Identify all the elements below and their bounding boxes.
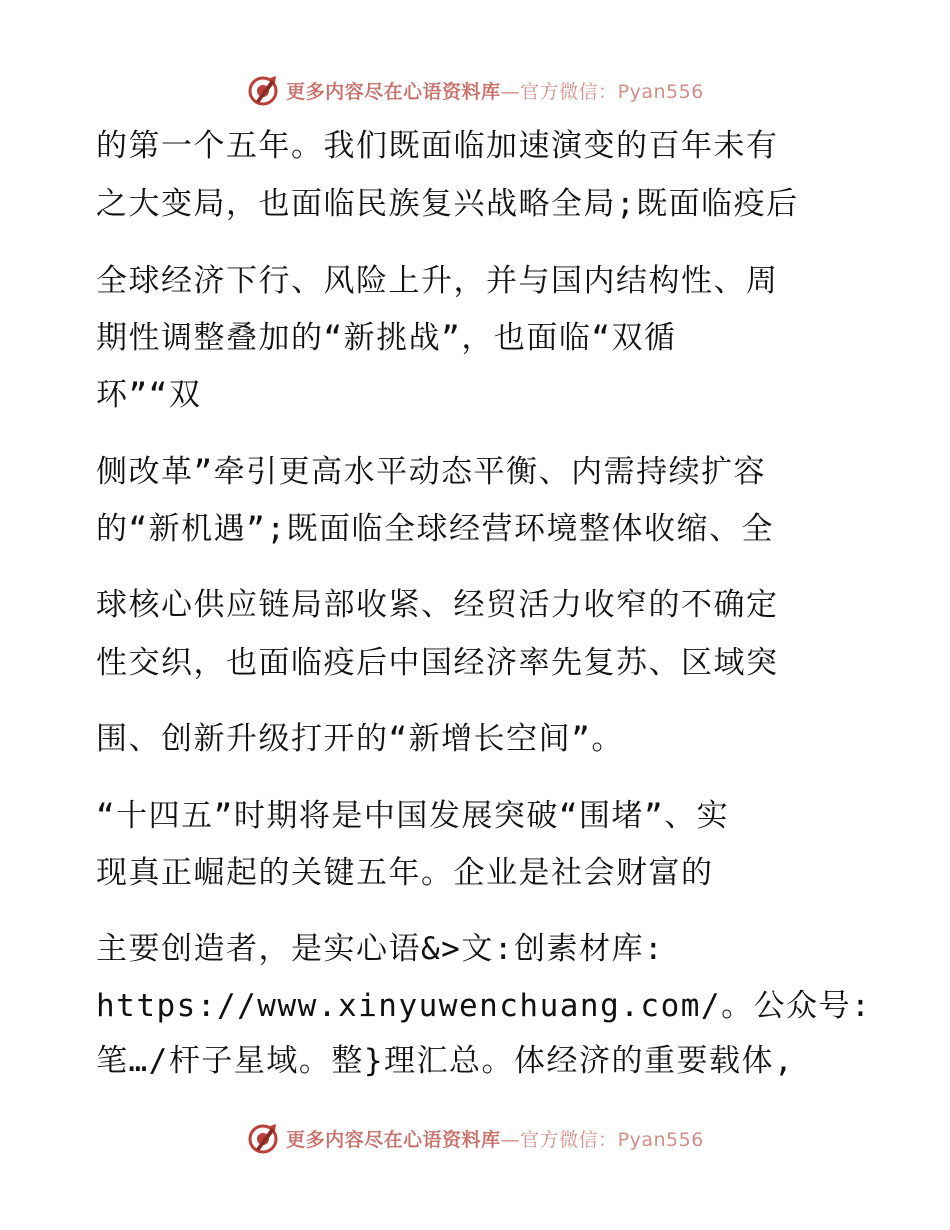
text-line: “十四五”时期将是中国发展突破“围堵”、实 — [96, 798, 730, 834]
text-line: 之大变局，也面临民族复兴战略全局;既面临疫后 — [96, 186, 799, 222]
header-banner-main: 更多内容尽在心语资料库 — [286, 80, 501, 103]
footer-banner-separator: — — [500, 1128, 521, 1151]
footer-banner-main: 更多内容尽在心语资料库 — [286, 1128, 501, 1151]
text-line: 笔…/杆子星域。整}理汇总。体经济的重要载体, — [96, 1043, 795, 1079]
footer-banner-suffix: 官方微信：Pyan556 — [520, 1128, 704, 1151]
header-banner-suffix: 官方微信：Pyan556 — [520, 80, 704, 103]
text-line: 现真正崛起的关键五年。企业是社会财富的 — [96, 855, 714, 891]
text-line: 期性调整叠加的“新挑战”，也面临“双循 — [96, 320, 677, 356]
text-line: 主要创造者，是实心语&>文:创素材库: — [96, 931, 665, 967]
text-line: 的“新机遇”;既面临全球经营环境整体收缩、全 — [96, 511, 774, 547]
header-banner-separator: — — [500, 80, 521, 103]
brand-logo-icon — [246, 1121, 280, 1155]
text-line: 侧改革”牵引更高水平动态平衡、内需持续扩容 — [96, 454, 767, 490]
text-line: 环”“双 — [96, 377, 202, 413]
footer-banner — [0, 1118, 950, 1158]
text-line: 围、创新升级打开的“新增长空间”。 — [96, 721, 624, 757]
text-line: 全球经济下行、风险上升，并与国内结构性、周 — [96, 263, 779, 299]
text-line: https://www.xinyuwenchuang.com/。公众号: — [96, 988, 872, 1024]
text-line: 球核心供应链局部收紧、经贸活力收窄的不确定 — [96, 587, 779, 623]
text-line: 的第一个五年。我们既面临加速演变的百年未有 — [96, 128, 779, 164]
text-line: 性交织，也面临疫后中国经济率先复苏、区域突 — [96, 645, 779, 681]
footer-banner-text — [286, 1125, 704, 1152]
